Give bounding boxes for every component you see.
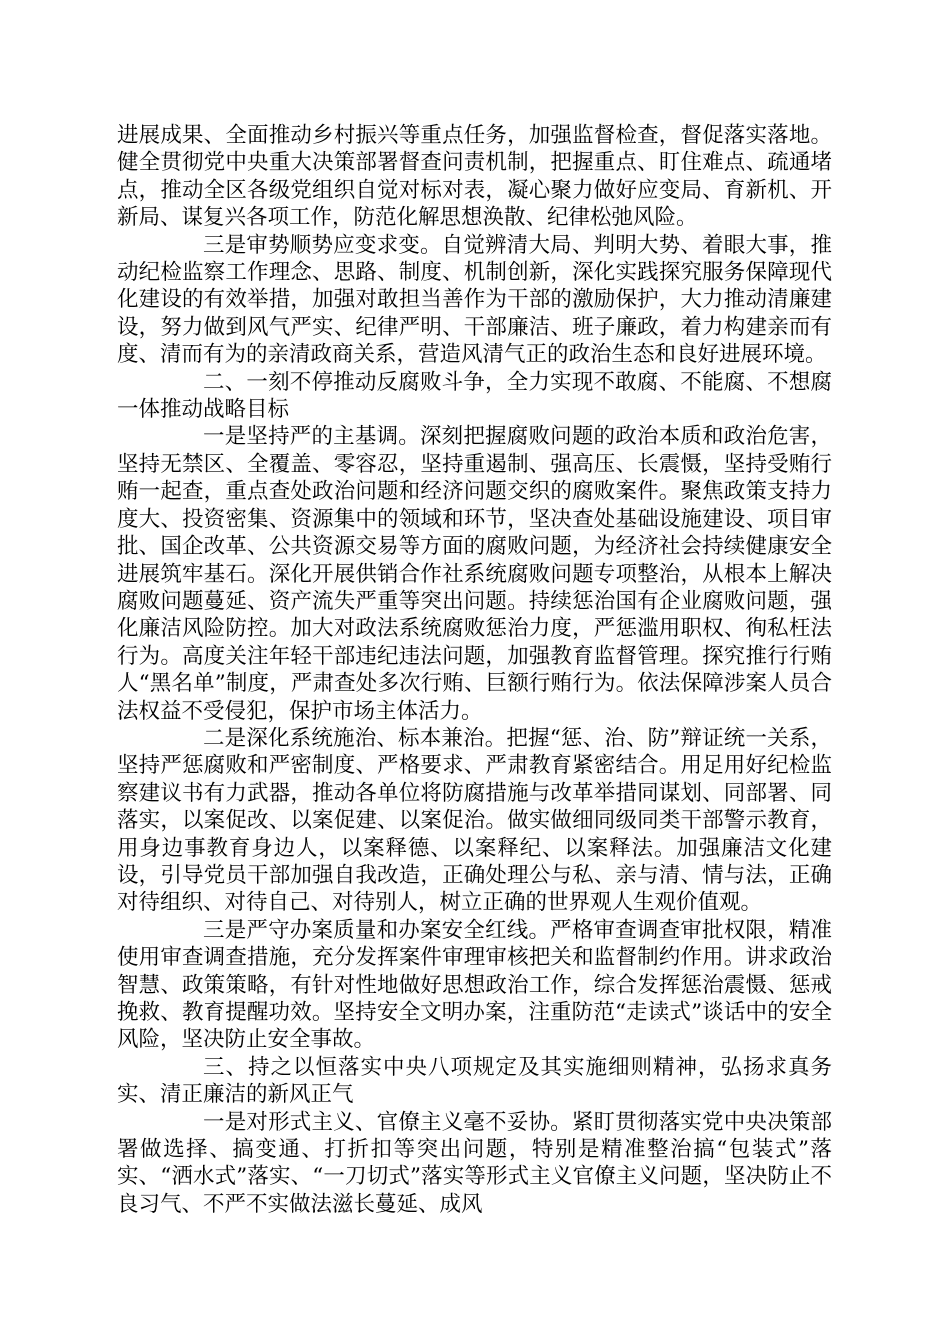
paragraph-2-systemic-governance: 二是深化系统施治、标本兼治。把握“惩、治、防”辩证统一关系，坚持严惩腐败和严密制度、严格要求、严肃教育紧密结合。用足用好纪检监察建议书有力武器，推动各单位将防腐措施与改革举措同谋划、同部署、同落实，以案促改、以案促建、以案促治。做实做细同级同类干部警示教育，用身边事教育身边人，以案释德、以案释纪、以案释法。加强廉洁文化建设，引导党员干部加强自我改造，正确处理公与私、亲与清、情与法，正确对待组织、对待自己、对待别人，树立正确的世界观人生观价值观。 — [117, 725, 832, 916]
paragraph-1-strict-tone: 一是坚持严的主基调。深刻把握腐败问题的政治本质和政治危害，坚持无禁区、全覆盖、零容忍，坚持重遏制、强高压、长震慑，坚持受贿行贿一起查，重点查处政治问题和经济问题交织的腐败案件。聚焦政策支持力度大、投资密集、资源集中的领域和环节，坚决查处基础设施建设、项目审批、国企改革、公共资源交易等方面的腐败问题，为经济社会持续健康安全进展筑牢基石。深化开展供销合作社系统腐败问题专项整治，从根本上解决腐败问题蔓延、资产流失严重等突出问题。持续惩治国有企业腐败问题，强化廉洁风险防控。加大对政法系统腐败惩治力度，严惩滥用职权、徇私枉法行为。高度关注年轻干部违纪违法问题，加强教育监督管理。探究推行行贿人“黑名单”制度，严肃查处多次行贿、巨额行贿行为。依法保障涉案人员合法权益不受侵犯，保护市场主体活力。 — [117, 424, 832, 724]
section-heading-3-eight-regulations: 三、持之以恒落实中央八项规定及其实施细则精神，弘扬求真务实、清正廉洁的新风正气 — [117, 1054, 832, 1108]
paragraph-3-case-quality: 三是严守办案质量和办案安全红线。严格审查调查审批权限，精准使用审查调查措施，充分发挥案件审理审核把关和监督制约作用。讲求政治智慧、政策策略，有针对性地做好思想政治工作，综合发挥惩治震慑、惩戒挽救、教育提醒功效。坚持安全文明办案，注重防范“走读式”谈话中的安全风险，坚决防止安全事故。 — [117, 917, 832, 1053]
section-heading-2-anti-corruption: 二、一刻不停推动反腐败斗争，全力实现不敢腐、不能腐、不想腐一体推动战略目标 — [117, 369, 832, 423]
paragraph-continuation: 进展成果、全面推动乡村振兴等重点任务，加强监督检查，督促落实落地。健全贯彻党中央重大决策部署督查问责机制，把握重点、盯住难点、疏通堵点，推动全区各级党组织自觉对标对表，凝心聚力做好应变局、育新机、开新局、谋复兴各项工作，防范化解思想涣散、纪律松弛风险。 — [117, 123, 832, 231]
paragraph-1-formalism: 一是对形式主义、官僚主义毫不妥协。紧盯贯彻落实党中央决策部署做选择、搞变通、打折扣等突出问题，特别是精准整治搞“包装式”落实、“洒水式”落实、“一刀切式”落实等形式主义官僚主义问题，坚决防止不良习气、不严不实做法滋长蔓延、成风 — [117, 1109, 832, 1217]
paragraph-3-judge-situation: 三是审势顺势应变求变。自觉辨清大局、判明大势、着眼大事，推动纪检监察工作理念、思路、制度、机制创新，深化实践探究服务保障现代化建设的有效举措，加强对敢担当善作为干部的激励保护，大力推动清廉建设，努力做到风气严实、纪律严明、干部廉洁、班子廉政，着力构建亲而有度、清而有为的亲清政商关系，营造风清气正的政治生态和良好进展环境。 — [117, 232, 832, 368]
document-body — [117, 122, 832, 1218]
